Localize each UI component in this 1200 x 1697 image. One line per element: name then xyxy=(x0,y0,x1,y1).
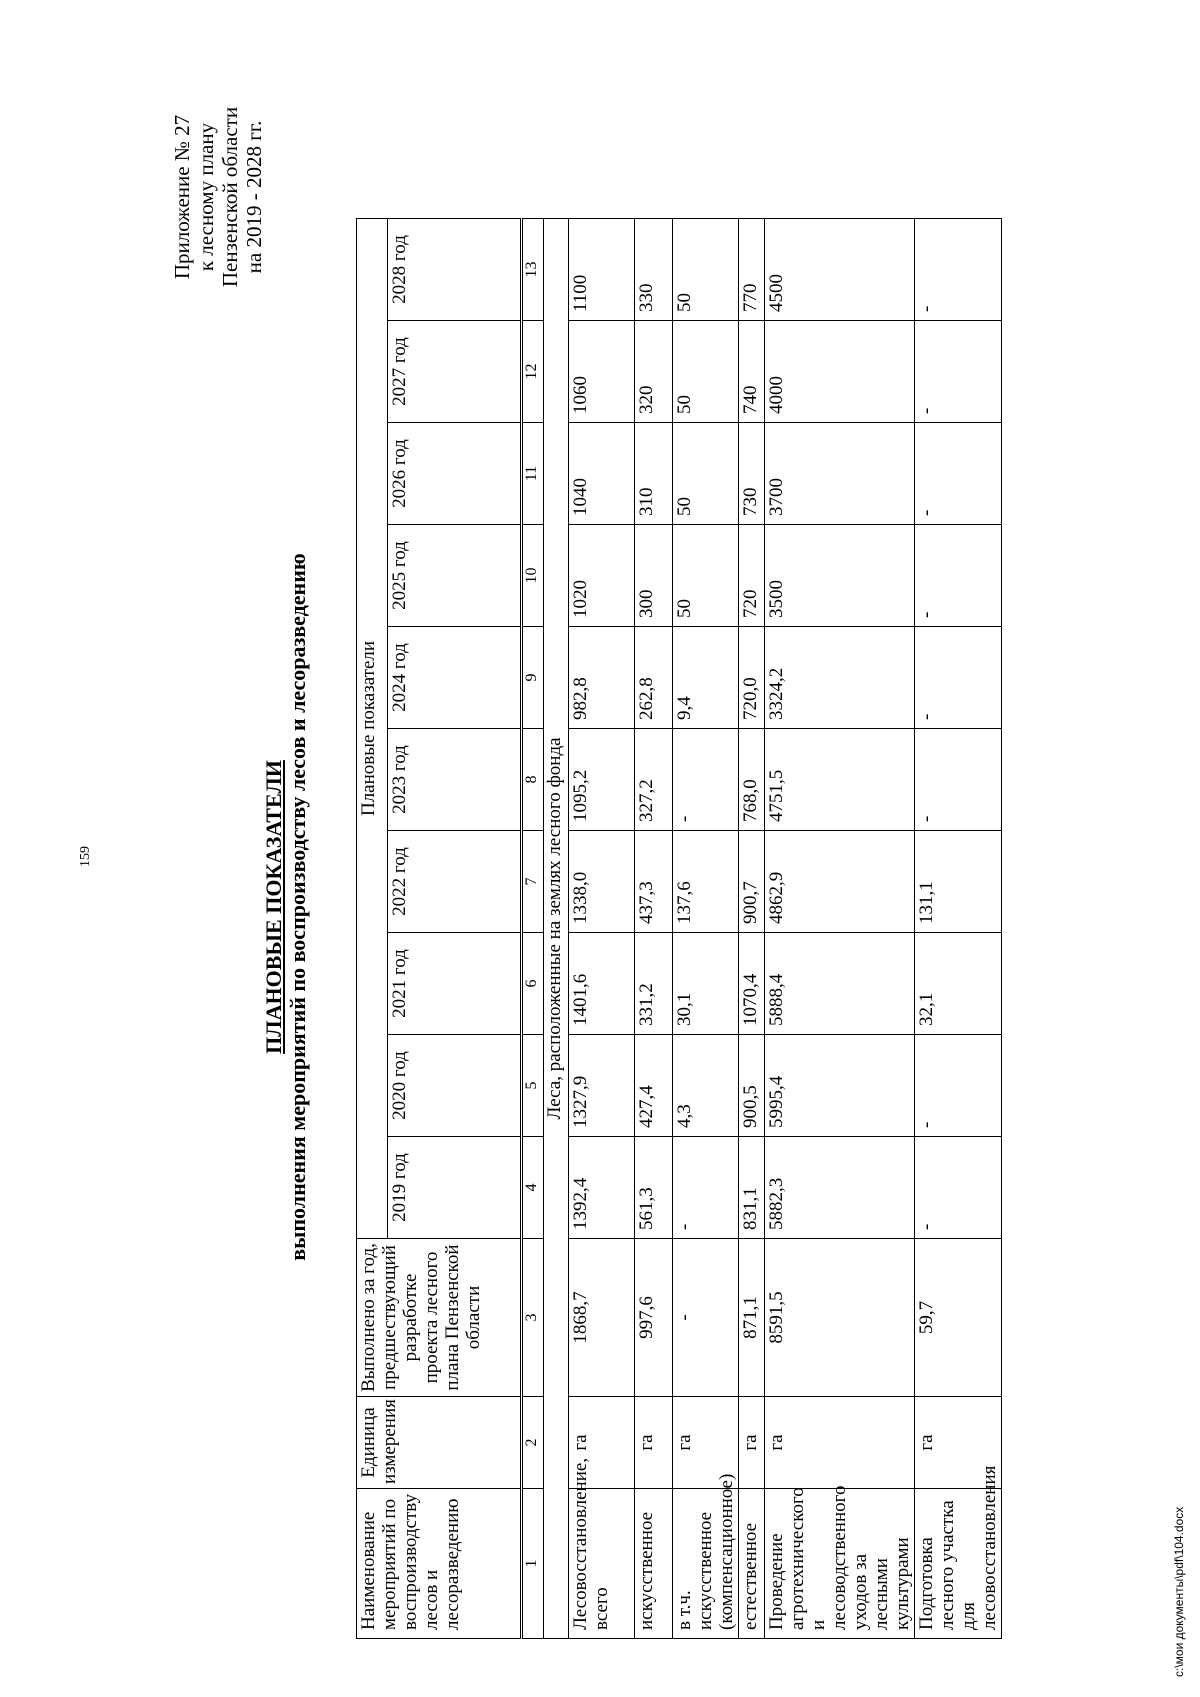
row-name: Лесовосстановление, всего xyxy=(569,1489,635,1639)
column-number: 10 xyxy=(522,525,544,627)
row-done: 871,1 xyxy=(739,1239,765,1397)
appendix-line: Приложение № 27 xyxy=(170,114,194,280)
row-value: - xyxy=(915,729,1002,831)
row-value: 900,5 xyxy=(739,1035,765,1137)
header-year: 2025 год xyxy=(388,525,522,627)
header-year: 2026 год xyxy=(388,423,522,525)
header-year: 2027 год xyxy=(388,321,522,423)
row-value: 9,4 xyxy=(673,627,739,729)
row-value: 4862,9 xyxy=(765,831,915,933)
row-value: 262,8 xyxy=(635,627,673,729)
row-value: 50 xyxy=(673,321,739,423)
row-value: - xyxy=(915,627,1002,729)
row-value: 3700 xyxy=(765,423,915,525)
row-name: естественное xyxy=(739,1489,765,1639)
row-done: 1868,7 xyxy=(569,1239,635,1397)
row-name: искусственное xyxy=(635,1489,673,1639)
table-row xyxy=(569,218,635,1638)
row-done: 997,6 xyxy=(635,1239,673,1397)
row-value: 50 xyxy=(673,218,739,320)
header-year: 2021 год xyxy=(388,933,522,1035)
row-value: 1070,4 xyxy=(739,933,765,1035)
plan-table xyxy=(356,218,1002,1639)
row-value: 5995,4 xyxy=(765,1035,915,1137)
column-number: 9 xyxy=(522,627,544,729)
row-value: 561,3 xyxy=(635,1137,673,1239)
header-unit: Единица измерения xyxy=(357,1397,522,1489)
appendix-line: Пензенской области xyxy=(218,106,242,288)
row-value: 1095,2 xyxy=(569,729,635,831)
column-number: 2 xyxy=(522,1397,544,1489)
appendix-line: на 2019 - 2028 гг. xyxy=(242,120,266,274)
appendix-note xyxy=(170,77,266,317)
row-value: 770 xyxy=(739,218,765,320)
row-value: 1392,4 xyxy=(569,1137,635,1239)
row-value: 1327,9 xyxy=(569,1035,635,1137)
header-done: Выполнено за год, предшествующий разработке проекта лесного плана Пензенской области xyxy=(357,1239,522,1397)
header-year: 2023 год xyxy=(388,729,522,831)
page-number: 159 xyxy=(78,846,93,867)
row-unit: га xyxy=(569,1397,635,1489)
row-name: Проведение агротехнического и лесоводственного уходов за лесными культурами xyxy=(765,1489,915,1639)
header-year: 2019 год xyxy=(388,1137,522,1239)
row-value: 1401,6 xyxy=(569,933,635,1035)
row-value: 900,7 xyxy=(739,831,765,933)
table-row xyxy=(739,218,765,1638)
row-value: 3324,2 xyxy=(765,627,915,729)
footer-file-path: c:\мои документы\pdf\104.docx xyxy=(1172,1506,1186,1677)
header-year: 2022 год xyxy=(388,831,522,933)
row-value: 1020 xyxy=(569,525,635,627)
row-value: - xyxy=(915,525,1002,627)
row-name: Подготовка лесного участка для лесовосстановления xyxy=(915,1489,1002,1639)
row-value: 50 xyxy=(673,525,739,627)
row-value: 740 xyxy=(739,321,765,423)
row-value: 1338,0 xyxy=(569,831,635,933)
row-value: 437,3 xyxy=(635,831,673,933)
row-value: 4500 xyxy=(765,218,915,320)
row-unit: га xyxy=(915,1397,1002,1489)
row-value: 1040 xyxy=(569,423,635,525)
row-value: 327,2 xyxy=(635,729,673,831)
row-value: 331,2 xyxy=(635,933,673,1035)
row-value: 720 xyxy=(739,525,765,627)
row-value: 5888,4 xyxy=(765,933,915,1035)
row-done: 59,7 xyxy=(915,1239,1002,1397)
row-value: 831,1 xyxy=(739,1137,765,1239)
column-number: 4 xyxy=(522,1137,544,1239)
row-value: 5882,3 xyxy=(765,1137,915,1239)
column-number: 12 xyxy=(522,321,544,423)
column-number: 8 xyxy=(522,729,544,831)
table-row xyxy=(765,218,915,1638)
header-year: 2020 год xyxy=(388,1035,522,1137)
table-row xyxy=(915,218,1002,1638)
row-done: 8591,5 xyxy=(765,1239,915,1397)
column-number: 1 xyxy=(522,1489,544,1639)
row-value: 768,0 xyxy=(739,729,765,831)
row-value: 137,6 xyxy=(673,831,739,933)
column-number: 5 xyxy=(522,1035,544,1137)
row-value: - xyxy=(915,1137,1002,1239)
row-done: - xyxy=(673,1239,739,1397)
row-value: 427,4 xyxy=(635,1035,673,1137)
appendix-line: к лесному плану xyxy=(194,122,218,272)
row-value: 730 xyxy=(739,423,765,525)
row-value: - xyxy=(915,423,1002,525)
row-value: 32,1 xyxy=(915,933,1002,1035)
row-value: 4,3 xyxy=(673,1035,739,1137)
row-value: - xyxy=(673,1137,739,1239)
row-value: 720,0 xyxy=(739,627,765,729)
row-value: - xyxy=(915,1035,1002,1137)
title-line-1: ПЛАНОВЫЕ ПОКАЗАТЕЛИ xyxy=(261,760,286,1054)
row-unit: га xyxy=(635,1397,673,1489)
row-name: в т.ч. искусственное (компенсационное) xyxy=(673,1489,739,1639)
title-line-2: выполнения мероприятий по воспроизводству лесов и лесоразведению xyxy=(285,553,310,1261)
row-value: 982,8 xyxy=(569,627,635,729)
row-value: 320 xyxy=(635,321,673,423)
row-value: 310 xyxy=(635,423,673,525)
table-row xyxy=(673,218,739,1638)
row-value: - xyxy=(915,218,1002,320)
row-value: 131,1 xyxy=(915,831,1002,933)
document-title xyxy=(262,237,310,1577)
header-year: 2024 год xyxy=(388,627,522,729)
column-number: 11 xyxy=(522,423,544,525)
header-planned: Плановые показатели xyxy=(357,218,388,1238)
row-unit: га xyxy=(673,1397,739,1489)
row-value: 1060 xyxy=(569,321,635,423)
column-number: 6 xyxy=(522,933,544,1035)
row-value: 300 xyxy=(635,525,673,627)
row-value: 3500 xyxy=(765,525,915,627)
header-year: 2028 год xyxy=(388,218,522,320)
row-unit: га xyxy=(739,1397,765,1489)
column-number: 7 xyxy=(522,831,544,933)
row-value: 4000 xyxy=(765,321,915,423)
row-value: - xyxy=(915,321,1002,423)
column-number: 3 xyxy=(522,1239,544,1397)
row-unit: га xyxy=(765,1397,915,1489)
table-row xyxy=(635,218,673,1638)
header-name: Наименование мероприятий по воспроизводству лесов и лесоразведению xyxy=(357,1489,522,1639)
row-value: 50 xyxy=(673,423,739,525)
row-value: 30,1 xyxy=(673,933,739,1035)
section-heading: Леса, расположенные на землях лесного фонда xyxy=(544,218,569,1638)
row-value: 4751,5 xyxy=(765,729,915,831)
row-value: - xyxy=(673,729,739,831)
row-value: 1100 xyxy=(569,218,635,320)
column-number: 13 xyxy=(522,218,544,320)
row-value: 330 xyxy=(635,218,673,320)
